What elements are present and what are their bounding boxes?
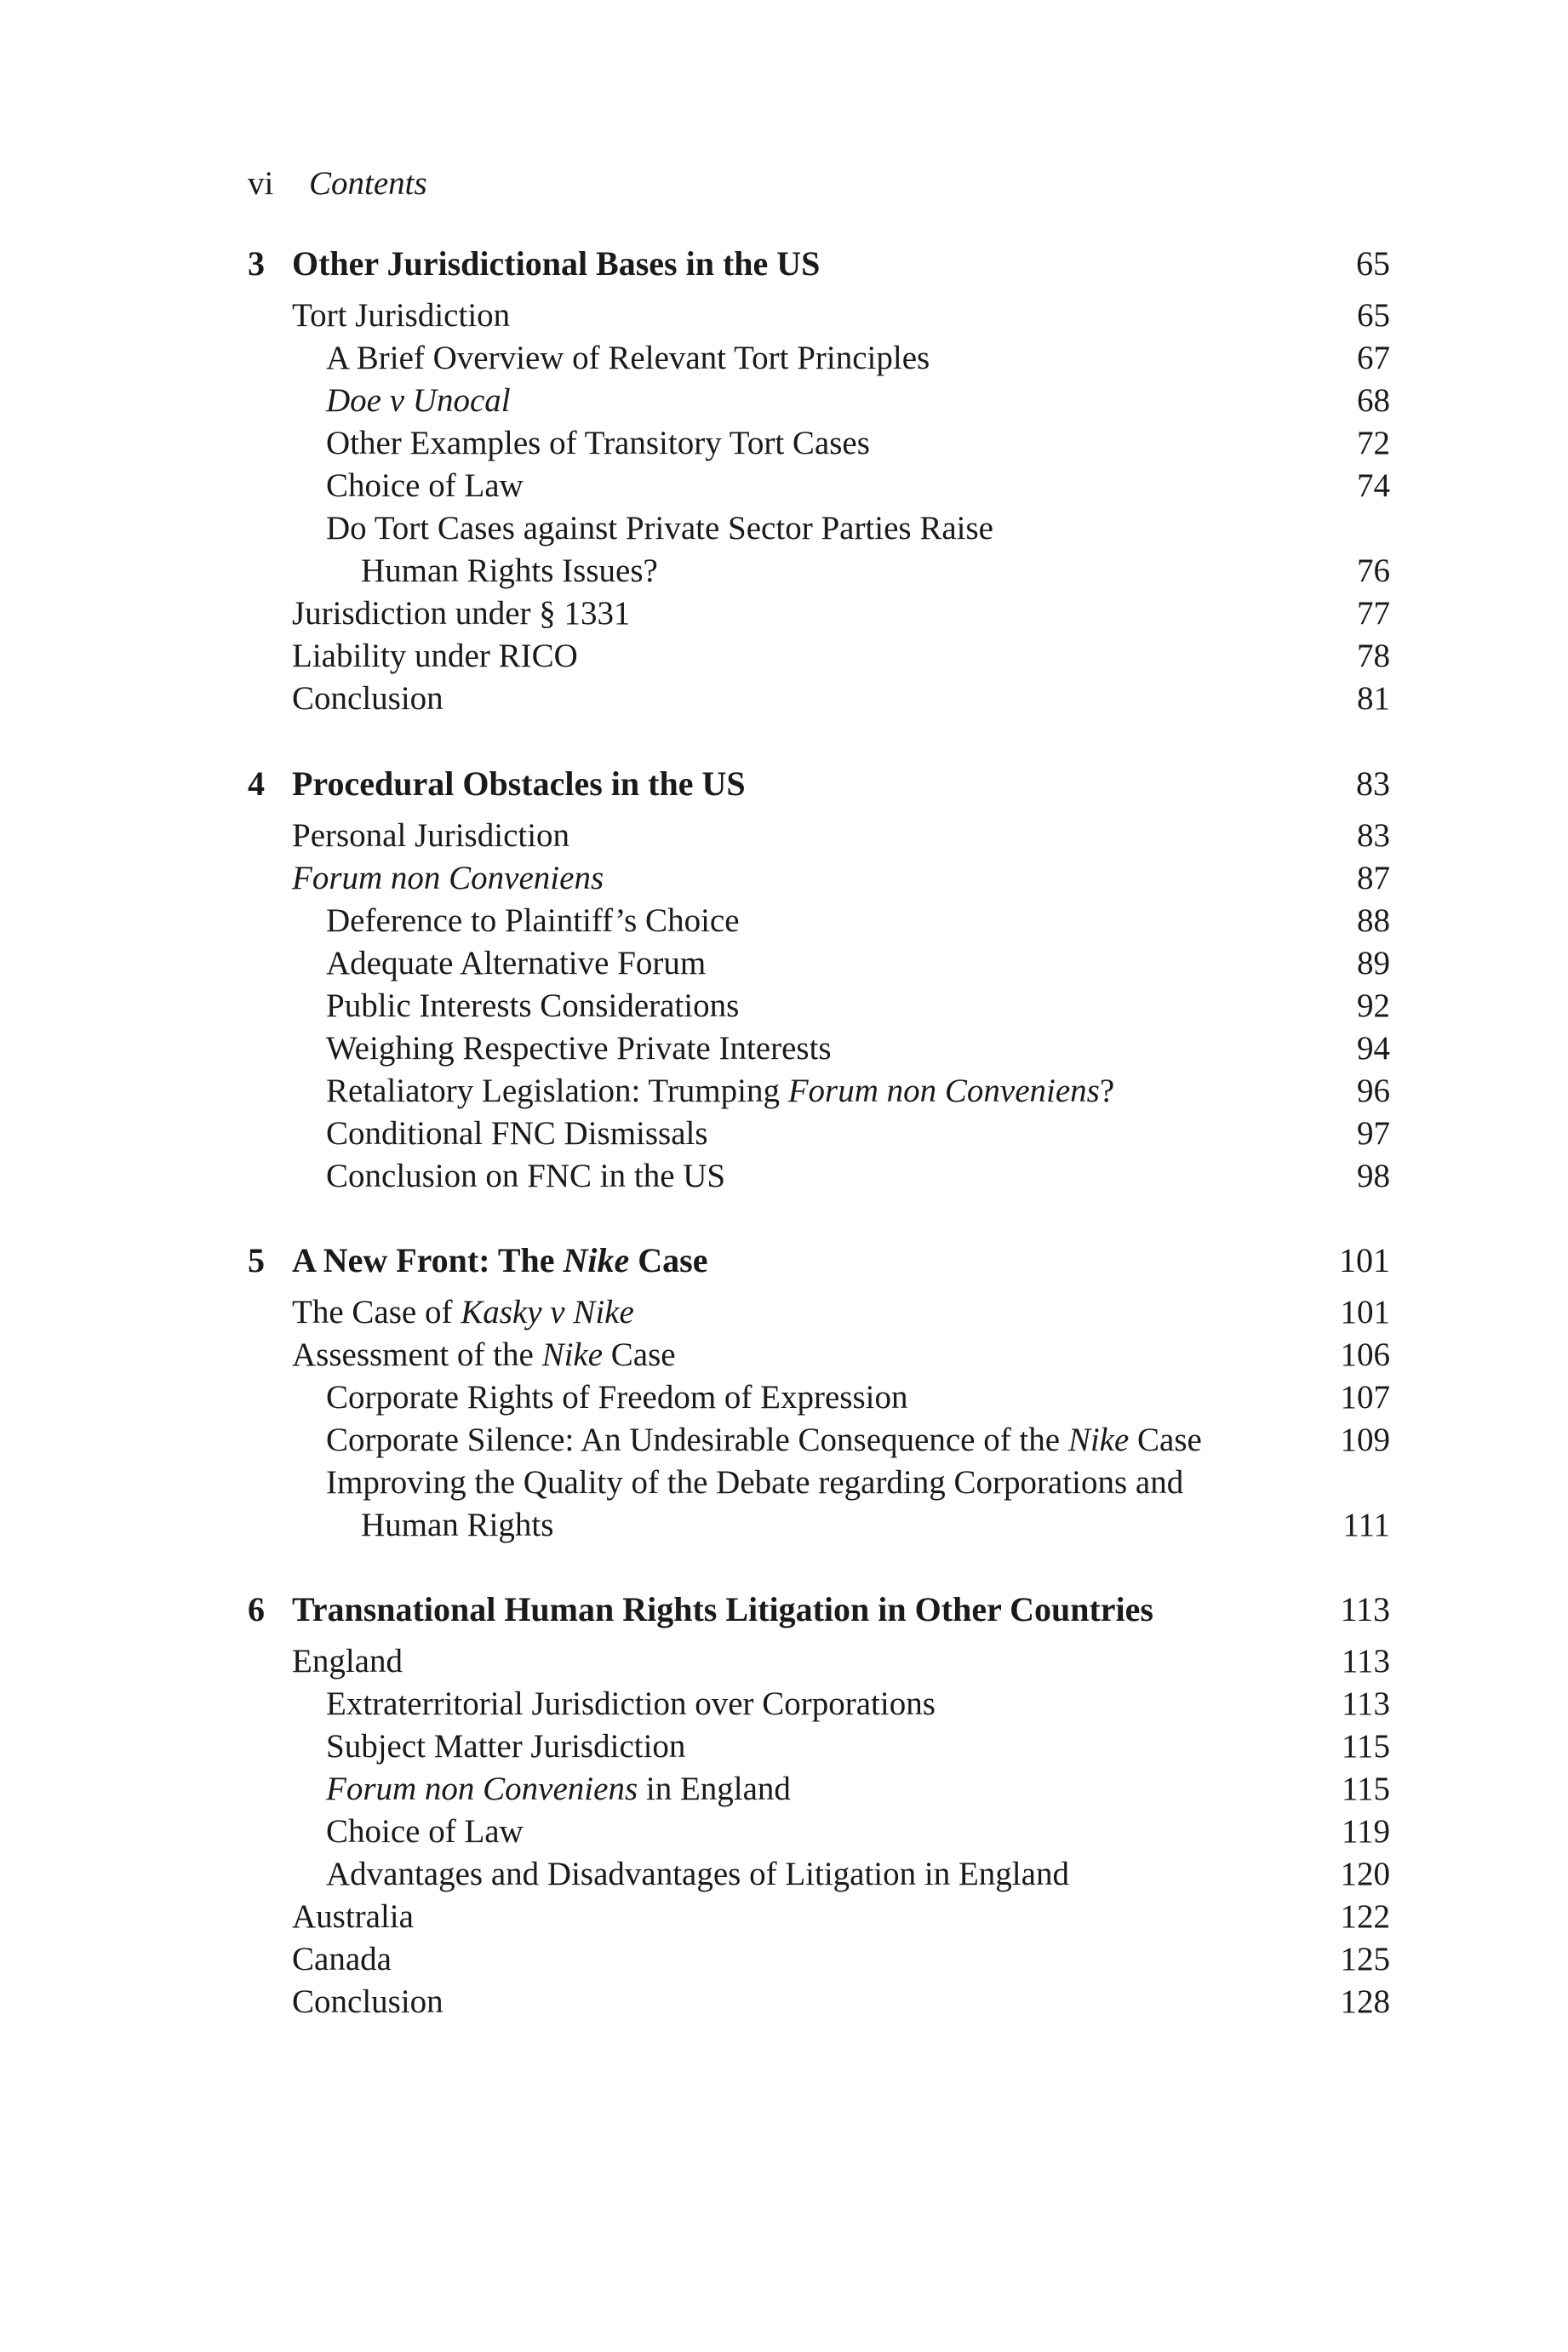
toc-entry: The Case of Kasky v Nike 101 xyxy=(292,1294,1390,1331)
toc-entry: Advantages and Disadvantages of Litigation in England 120 xyxy=(326,1856,1390,1892)
chapter-number: 4 xyxy=(248,764,265,803)
toc-entry: Canada 125 xyxy=(292,1941,1390,1977)
page-folio: vi xyxy=(248,165,274,202)
toc-entry: Weighing Respective Private Interests 94 xyxy=(326,1030,1390,1067)
toc-entry: Corporate Rights of Freedom of Expression 107 xyxy=(326,1379,1390,1416)
chapter-page: 113 xyxy=(1340,1590,1390,1628)
chapter-page: 83 xyxy=(1356,764,1390,803)
toc-entry: Human Rights 111 xyxy=(361,1507,1390,1543)
toc-chapter-3 xyxy=(248,243,1390,720)
toc-entry: A Brief Overview of Relevant Tort Principles 67 xyxy=(326,340,1390,376)
toc-entry: Personal Jurisdiction 83 xyxy=(292,817,1390,854)
toc-entry: Jurisdiction under § 1331 77 xyxy=(292,595,1390,632)
toc-entry: Deference to Plaintiff’s Choice 88 xyxy=(326,902,1390,939)
toc-entry: Extraterritorial Jurisdiction over Corporations 113 xyxy=(326,1685,1390,1722)
chapter-title: Other Jurisdictional Bases in the US xyxy=(292,244,821,283)
toc-entry: Doe v Unocal 68 xyxy=(326,382,1390,419)
chapter-number: 6 xyxy=(248,1590,265,1628)
toc-entry: Improving the Quality of the Debate regarding Corporations and xyxy=(326,1464,1184,1501)
toc-entry: Forum non Conveniens 87 xyxy=(292,860,1390,896)
chapter-heading xyxy=(248,1239,1390,1282)
chapter-page: 65 xyxy=(1356,244,1390,283)
toc-entry: Liability under RICO 78 xyxy=(292,638,1390,674)
toc-entry: Human Rights Issues? 76 xyxy=(361,552,1390,589)
toc-entry: Conclusion 128 xyxy=(292,1983,1390,2020)
chapter-heading xyxy=(248,763,1390,805)
toc-entry: Subject Matter Jurisdiction 115 xyxy=(326,1728,1390,1765)
chapter-title: Procedural Obstacles in the US xyxy=(292,764,746,803)
toc-entry: Adequate Alternative Forum 89 xyxy=(326,945,1390,981)
toc-entry: Forum non Conveniens in England 115 xyxy=(326,1771,1390,1807)
toc-entry: Other Examples of Transitory Tort Cases 72 xyxy=(326,425,1390,461)
toc-entry: Conditional FNC Dismissals 97 xyxy=(326,1115,1390,1152)
toc-entry: Australia 122 xyxy=(292,1898,1390,1935)
toc-chapter-5 xyxy=(248,1239,1390,1547)
chapter-heading xyxy=(248,1588,1390,1631)
chapter-number: 5 xyxy=(248,1241,265,1279)
toc-entry: Choice of Law 119 xyxy=(326,1813,1390,1850)
chapter-heading xyxy=(248,243,1390,285)
toc-entry: Choice of Law 74 xyxy=(326,467,1390,504)
toc-entry: Assessment of the Nike Case 106 xyxy=(292,1336,1390,1373)
chapter-number: 3 xyxy=(248,244,265,283)
toc-entry: Corporate Silence: An Undesirable Consequence of the Nike Case 109 xyxy=(326,1422,1390,1458)
running-title: Contents xyxy=(309,165,427,202)
toc-entry: Do Tort Cases against Private Sector Parties Raise xyxy=(326,510,993,547)
chapter-title: A New Front: The Nike Case xyxy=(292,1241,708,1279)
toc-entry: Retaliatory Legislation: Trumping Forum non Conveniens? 96 xyxy=(326,1073,1390,1109)
toc-chapter-6 xyxy=(248,1588,1390,2023)
running-header xyxy=(248,163,427,204)
toc-entry: Tort Jurisdiction 65 xyxy=(292,297,1390,334)
chapter-page: 101 xyxy=(1339,1241,1390,1279)
toc-chapter-4 xyxy=(248,763,1390,1198)
toc-entry: Conclusion 81 xyxy=(292,680,1390,717)
toc-entry: Conclusion on FNC in the US 98 xyxy=(326,1158,1390,1194)
chapter-title: Transnational Human Rights Litigation in Other Countries xyxy=(292,1590,1153,1628)
toc-entry: England 113 xyxy=(292,1643,1390,1680)
toc-entry: Public Interests Considerations 92 xyxy=(326,987,1390,1024)
